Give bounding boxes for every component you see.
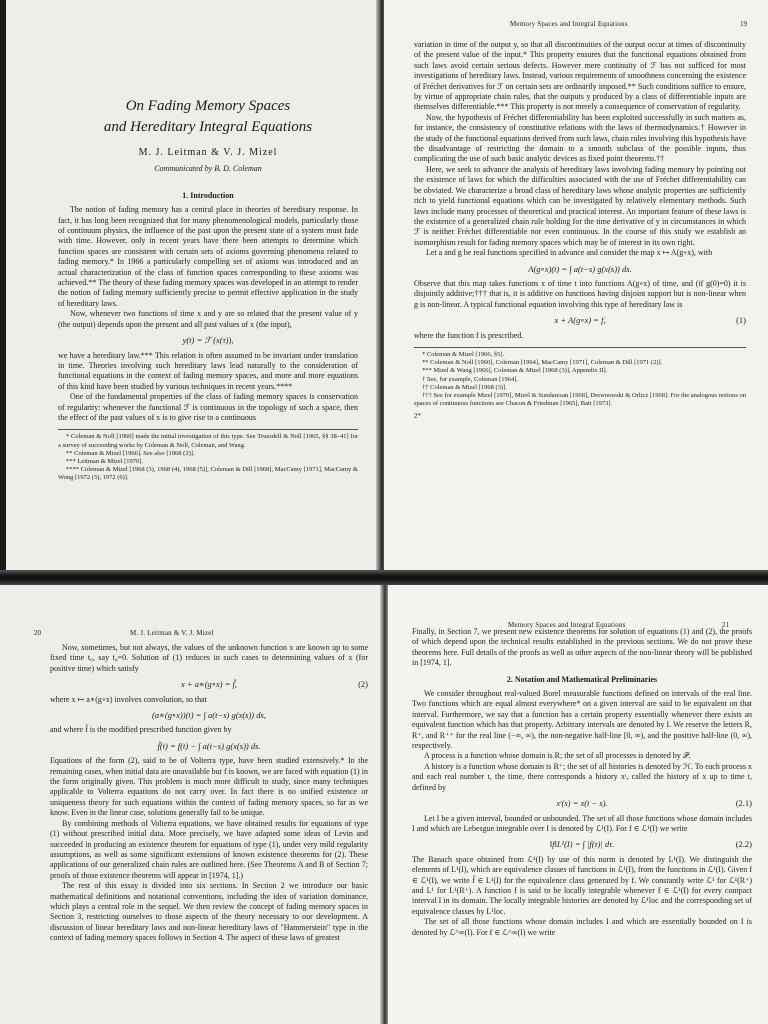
article-title [58, 96, 358, 138]
equation: f̃(t) = f(t) − ∫ a(t−s) g(x(s)) ds. [157, 740, 261, 751]
title-line-1: On Fading Memory Spaces [125, 98, 291, 114]
equation-1 [414, 315, 746, 325]
paragraph: By combining methods of Volterra equations, we have obtained results for equations of type (1) without prescribed initial data. More precisely, we have adapted some ideas of Levin and succeeded in producing an existence theorem for equations of type (1), under very mild regularity assumptions, as well as some significant extensions of known existence theorems for (2). These applications of our generalized chain rules are outlined here. (See Theorems A and B of Section 7; proofs of those existence theorems will appear in [1974, 1].) [50, 818, 368, 880]
paragraph: The notion of fading memory has a central place in theories of hereditary response. In fact, it has long been recognized that for many phenomenological models, particularly those of continuum physics, the influence of the past upon the present state of a system must fade with time. However, only in recent years have there been attempts to determine which function spaces are consistent with certain sets of axioms governing phenomena related to fading memory.* In 1966 a particularly compelling set of axioms was introduced and an actual characterization of the class of function spaces corresponding to these axioms was achieved.** The theory of these fading memory spaces was developed in an attempt to render the notion of fading memory sufficiently precise to permit effective application in the study of hereditary laws. [58, 205, 358, 308]
page-number: 21 [722, 621, 729, 629]
section-heading-introduction: 1. Introduction [182, 190, 234, 200]
authors: M. J. Leitman & V. J. Mizel [138, 147, 278, 158]
paragraph: Equations of the form (2), said to be of Volterra type, have been studied extensively.* In the remaining cases, when initial data are unavailable but f is known, we are faced with equation (1) in the form originally given. This problem is much more difficult to study, since many techniques applicable to Volterra equations do not carry over. In fact there is no unified existence or uniqueness theory for such equations within the context of fading memory spaces, so far as we know. Even in the linear case, solutions generally fail to be unique. [50, 756, 368, 818]
paragraph: where x ↦ a∗(g∘x) involves convolution, so that [50, 694, 207, 704]
page4-content [412, 627, 752, 938]
equation-body: ‖f‖L¹(I) = ∫ |f(τ)| dτ. [549, 839, 615, 850]
equation-2-2 [412, 839, 752, 849]
paragraph: Here, we seek to advance the analysis of hereditary laws involving fading memory by pointing out the existence of laws for which the difficulties associated with the use of Fréchet differentiability can be obviated. We characterize a broad class of hereditary laws whose analytic properties are sufficiently rich to yield functional equations which can be investigated by relatively elementary methods. Such laws include many processes of theoretical and practical interest. An important feature of these laws is the existence of a generalized chain rule holding for the time derivative of y in circumstances in which ℱ is neither Fréchet differentiable nor even continuous. In the course of this study we establish an isomorphism result for fading memory spaces which may be of interest in its own right. [414, 164, 746, 247]
page-divider [0, 570, 768, 585]
footnote: *** Mizel & Wang [1966], Coleman & Mizel [1968 (3)], Appendix II]. [422, 367, 608, 375]
paragraph: Now, sometimes, but not always, the values of the unknown function x are known up to some fixed time t₀, say t₀=0. Solution of (1) reduces in such cases to determining values of x (for positive time) which satisfy [50, 643, 368, 673]
footnote: **** Coleman & Mizel [1968 (3), 1968 (4), 1968 (5)], Coleman & Dill [1968], MacCamy [1971], MacCamy & Wong [1972 (5), 1972 (6)]. [58, 466, 358, 482]
paragraph: A history is a function whose domain is R⁺; the set of all histories is denoted by ℋ. To each process x and each real number t, the time, there corresponds a history xᵗ, called the history of x up to time t, defined by [412, 761, 752, 792]
paragraph: One of the fundamental properties of the class of fading memory spaces is conservation of regularity: whenever the functional ℱ is continuous in the topology of such a space, then the effect of the past values of x is to give rise to a continuous [58, 392, 358, 422]
paragraph: Now, the hypothesis of Fréchet differentiability has been exploited successfully in such matters as, for instance, the consistency of constitutive relations with the laws of thermodynamics.† However in the study of the functional equations derived from such laws, chain rules involving this hypothesis have the disadvantage of restricting the domain to a smooth subclass of the possible inputs, thus complicating the use of such basic analytic devices as fixed point theorems.†† [414, 112, 746, 164]
footnote: ** Coleman & Mizel [1966]. See also [1968 (2)]. [66, 449, 195, 457]
paragraph: We consider throughout real-valued Borel measurable functions defined on intervals of the real line. Two functions which are equal almost everywhere* on a given interval are said to be equivalent on that interval. Furthermore, we say that a function has a certain property essentially whenever there exists an equivalent function which has that property. Arbitrary intervals are denoted by I. We reserve the letters R, R⁺, and R⁺⁺ for the real line (−∞, ∞), the non-negative half-line [0, ∞), and the positive half-line (0, ∞), respectively. [412, 689, 752, 751]
paragraph: variation in time of the output y, so that all discontinuities of the output occur at times of discontinuity of the present value of the input.* This property ensures that the functional equations obtained from such laws avoid certain serious defects. However mere continuity of ℱ has not sufficed for most investigations of hereditary laws. Instead, various requirements of smoothness concerning the existence of Fréchet derivatives for ℱ on certain sets are ordinarily imposed.** Such conditions suffice to ensure, by virtue of appropriate chain rules, that the outputs y produced by a class of differentiable inputs are themselves differentiable.*** This property is not merely a consequence of conservation of regularity. [414, 40, 746, 112]
equation-number: (2.2) [735, 839, 752, 850]
equation: (a∗(g∘x))(t) = ∫ a(t−s) g(x(s)) ds, [152, 710, 266, 721]
title-line-2: and Hereditary Integral Equations [103, 119, 313, 135]
paragraph: Finally, in Section 7, we present new existence theorems for solution of equations (1) and (2), the proofs of which depend upon the technical results established in the previous sections. We do not prove these theorems here. Full details of the proofs as well as other aspects of the non-linear theory will be published in [1974, 1]. [412, 627, 752, 668]
page-number: 19 [740, 20, 747, 28]
paragraph: The Banach space obtained from ℒ¹(I) by use of this norm is denoted by L¹(I). We distinguish the elements of L¹(I), which are equivalence classes of functions in ℒ¹(I), from the functions in ℒ¹(I). Given f ∈ ℒ¹(I), we write f̃ ∈ L¹(I) for the equivalence class generated by f. We constantly write ℒ¹ for ℒ¹(R⁺) and L¹ for L¹(R⁺). A function f is said to be locally integrable whenever f ∈ ℒ¹(I) for every compact interval I in its domain. The locally integrable histories are denoted by ℒ¹loc and the corresponding set of equivalence classes by L¹loc. [412, 854, 752, 916]
equation-number: (2) [358, 679, 368, 690]
paragraph: where the function f is prescribed. [414, 330, 524, 340]
equation-number: (2.1) [735, 798, 752, 809]
footnote: * Coleman & Noll [1960] made the initial investigation of this type. See Truesdell & Noll [1965, §§ 38–41] for a survey of succeeding works by Coleman & Noll, Coleman, and Wang. [58, 433, 358, 449]
page1-content [58, 96, 358, 483]
equation-body: xᵗ(s) = x(t − s). [556, 798, 608, 809]
paragraph: A process is a function whose domain is R; the set of all processes is denoted by 𝒫. [424, 751, 691, 761]
footnote: ** Coleman & Noll [1960], Coleman [1964], MacCamy [1971], Coleman & Dill [1971 (2)]. [422, 359, 663, 367]
paragraph: The set of all those functions whose domain includes I and which are essentially bounded on I is denoted by ℒ^∞(I). For f ∈ ℒ^∞(I) we write [412, 917, 752, 937]
equation: A(g∘x)(t) = ∫ a(t−s) g(x(s)) ds. [528, 263, 632, 274]
equation-number: (1) [736, 315, 746, 326]
paragraph: Let a and g be real functions specified in advance and consider the map x ↦ A(g∘x), with [426, 248, 713, 258]
equation: y(t) = ℱ (x(τ)), [182, 335, 234, 346]
paragraph: The rest of this essay is divided into six sections. In Section 2 we introduce our basic mathematical definitions and notational conventions, including the idea of variation dominance, which plays a central role in the sequel. We then review the concept of fading memory spaces in Section 3, restricting ourselves to those aspects of the theory necessary to our development. A discussion of linear hereditary laws and non-linear hereditary laws of "Hammerstein" type in the context of fading memory spaces follows in Section 4. The aspect of these laws of greatest [50, 881, 368, 943]
section-heading-notation: 2. Notation and Mathematical Preliminaries [506, 674, 658, 684]
equation-2 [50, 679, 368, 689]
page2-content [414, 40, 746, 422]
footnote: ††† See for example Mizel [1970], Mizel & Sundaresan [1968], Drewnowski & Orlicz [1968]. For the analogous notions on spaces of continuous functions see Chacon & Friedman [1965], Batt [1973]. [414, 391, 746, 408]
paragraph: Observe that this map takes functions x of time t into functions A(g∘x) of time, and (if g(0)=0) it is disjointly additive;††† that is, it is additive on functions having disjoint support but is non-linear when g is non-linear. A typical functional equation involving this type of hereditary law is [414, 278, 746, 309]
footnotes [58, 429, 358, 482]
page-left-bottom [0, 585, 386, 1024]
page-number: 20 [34, 629, 41, 637]
running-head: M. J. Leitman & V. J. Mizel [130, 629, 214, 637]
running-head: Memory Spaces and Integral Equations [508, 621, 626, 629]
page-right-top [384, 0, 768, 570]
signature-mark: 2* [414, 412, 421, 421]
footnote: †† Coleman & Mizel [1968 (3)]. [422, 383, 507, 391]
communicated-by: Communicated by B. D. Coleman [154, 164, 262, 174]
paragraph: and where f̃ is the modified prescribed function given by [50, 725, 232, 735]
equation-body: x + A(g∘x) = f, [554, 315, 606, 326]
running-head: Memory Spaces and Integral Equations [510, 20, 628, 28]
footnote: † See, for example, Coleman [1964]. [422, 375, 519, 383]
page-left-top [6, 0, 382, 570]
page3-content [50, 643, 368, 944]
paragraph: Let I be a given interval, bounded or unbounded. The set of all those functions whose domain includes I and which are Lebesgue integrable over I is denoted by ℒ¹(I). For f ∈ ℒ¹(I) we write [412, 813, 752, 833]
equation-body: x + a∗(g∘x) = f̃, [180, 679, 238, 690]
equation-2-1 [412, 798, 752, 808]
footnote: * Coleman & Mizel [1966, §5]. [422, 350, 505, 358]
page-right-bottom [388, 585, 768, 1024]
paragraph: Now, whenever two functions of time x and y are so related that the present value of y (the output) depends upon the present and all past values of x (the input), [58, 309, 358, 329]
footnote: *** Leitman & Mizel [1970]. [66, 457, 144, 465]
paragraph: we have a hereditary law.*** This relation is often assumed to be invariant under translation in time. Theories involving such hereditary laws lead naturally to the consideration of functional equations in the context of fading memory spaces, and more and more equations of this kind have been studied by various techniques in recent years.**** [58, 350, 358, 391]
footnotes [414, 347, 746, 408]
